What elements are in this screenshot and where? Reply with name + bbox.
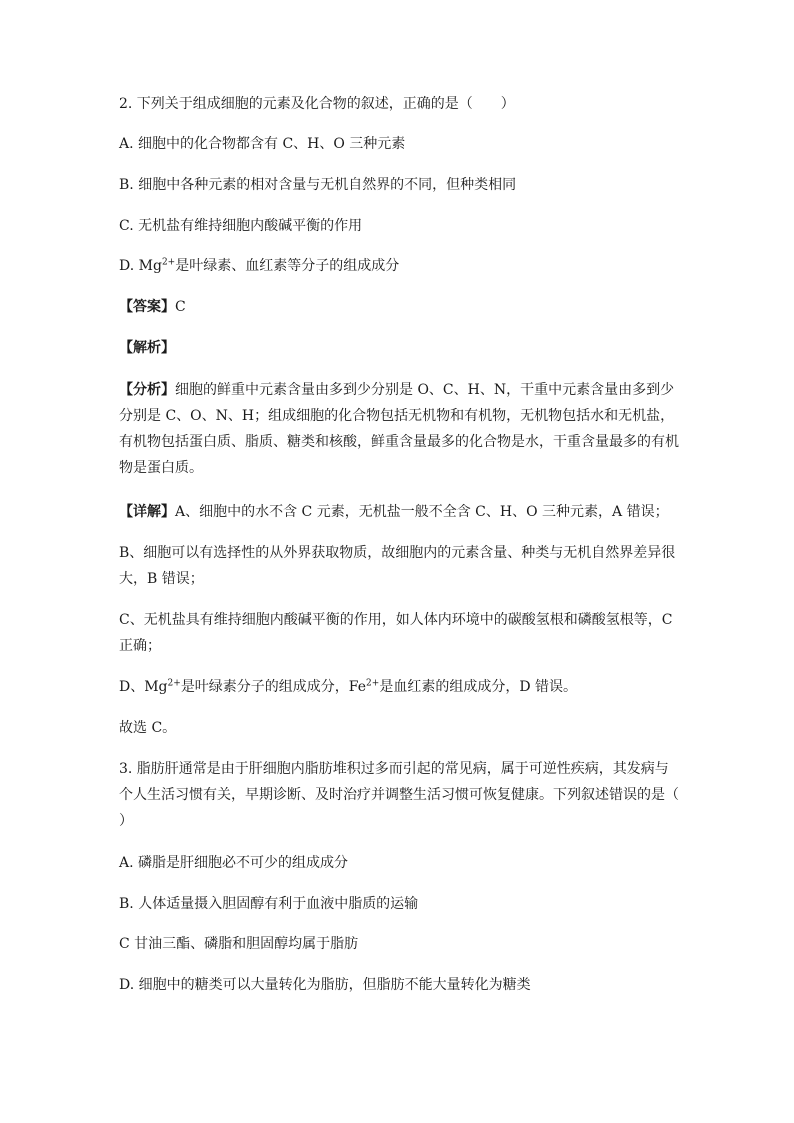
answer-value: C — [175, 299, 186, 315]
analysis-label: 【解析】 — [119, 340, 175, 356]
q2-option-d — [119, 253, 679, 279]
xiangjie-d-sup1: 2+ — [167, 678, 181, 689]
answer-line — [119, 294, 679, 320]
fenxi-label: 【分析】 — [119, 382, 175, 398]
q3-stem: 3. 脂肪肝通常是由于肝细胞内脂肪堆积过多而引起的常见病，属于可逆性疾病，其发病与个人生活习惯有关，早期诊断、及时治疗并调整生活习惯可恢复健康。下列叙述错误的是（ ） — [119, 761, 707, 829]
q2-option-c: C. 无机盐有维持细胞内酸碱平衡的作用 — [119, 218, 363, 234]
answer-label: 【答案】 — [119, 299, 175, 315]
xiangjie-a: A、细胞中的水不含 C 元素，无机盐一般不全含 C、H、O 三种元素，A 错误； — [175, 504, 669, 520]
q3-option-b: B. 人体适量摄入胆固醇有利于血液中脂质的运输 — [119, 896, 419, 912]
q2-option-d-pre: D. Mg — [119, 258, 162, 274]
xiangjie-d-2: 是叶绿素分子的组成成分，Fe — [180, 679, 367, 695]
q2-option-a: A. 细胞中的化合物都含有 C、H、O 三种元素 — [119, 136, 406, 152]
xiangjie-d-1: D、Mg — [119, 679, 168, 695]
xiangjie-a-paragraph — [119, 499, 679, 525]
q3-option-a: A. 磷脂是肝细胞必不可少的组成成分 — [119, 855, 349, 871]
q3-option-d: D. 细胞中的糖类可以大量转化为脂肪，但脂肪不能大量转化为糖类 — [119, 977, 531, 993]
xiangjie-d-sup2: 2+ — [366, 678, 380, 689]
conclusion: 故选 C。 — [119, 720, 177, 736]
fenxi-paragraph — [119, 377, 679, 481]
xiangjie-c: C、无机盐具有维持细胞内酸碱平衡的作用，如人体内环境中的碳酸氢根和磷酸氢根等，C 正确； — [119, 612, 673, 654]
xiangjie-d-3: 是血红素的组成成分，D 错误。 — [379, 679, 578, 695]
q2-stem: 2. 下列关于组成细胞的元素及化合物的叙述，正确的是（ ） — [119, 96, 515, 112]
q3-option-c: C 甘油三酯、磷脂和胆固醇均属于脂肪 — [119, 936, 359, 952]
xiangjie-d — [119, 674, 679, 700]
fenxi-text: 细胞的鲜重中元素含量由多到少分别是 O、C、H、N，干重中元素含量由多到少分别是 C、O、N、H；组成细胞的化合物包括无机物和有机物，无机物包括水和无机盐，有机物包括蛋白质、脂质、糖类和核酸，鲜重含量最多的化合物是水，干重含量最多的有机物是蛋白质。 — [119, 382, 679, 476]
xiangjie-b: B、细胞可以有选择性的从外界获取物质，故细胞内的元素含量、种类与无机自然界差异很大，B 错误； — [119, 545, 676, 587]
xiangjie-label: 【详解】 — [119, 504, 175, 520]
q2-option-b: B. 细胞中各种元素的相对含量与无机自然界的不同，但种类相同 — [119, 177, 517, 193]
q2-option-d-post: 是叶绿素、血红素等分子的组成成分 — [175, 258, 400, 274]
q2-option-d-sup: 2+ — [161, 257, 176, 268]
